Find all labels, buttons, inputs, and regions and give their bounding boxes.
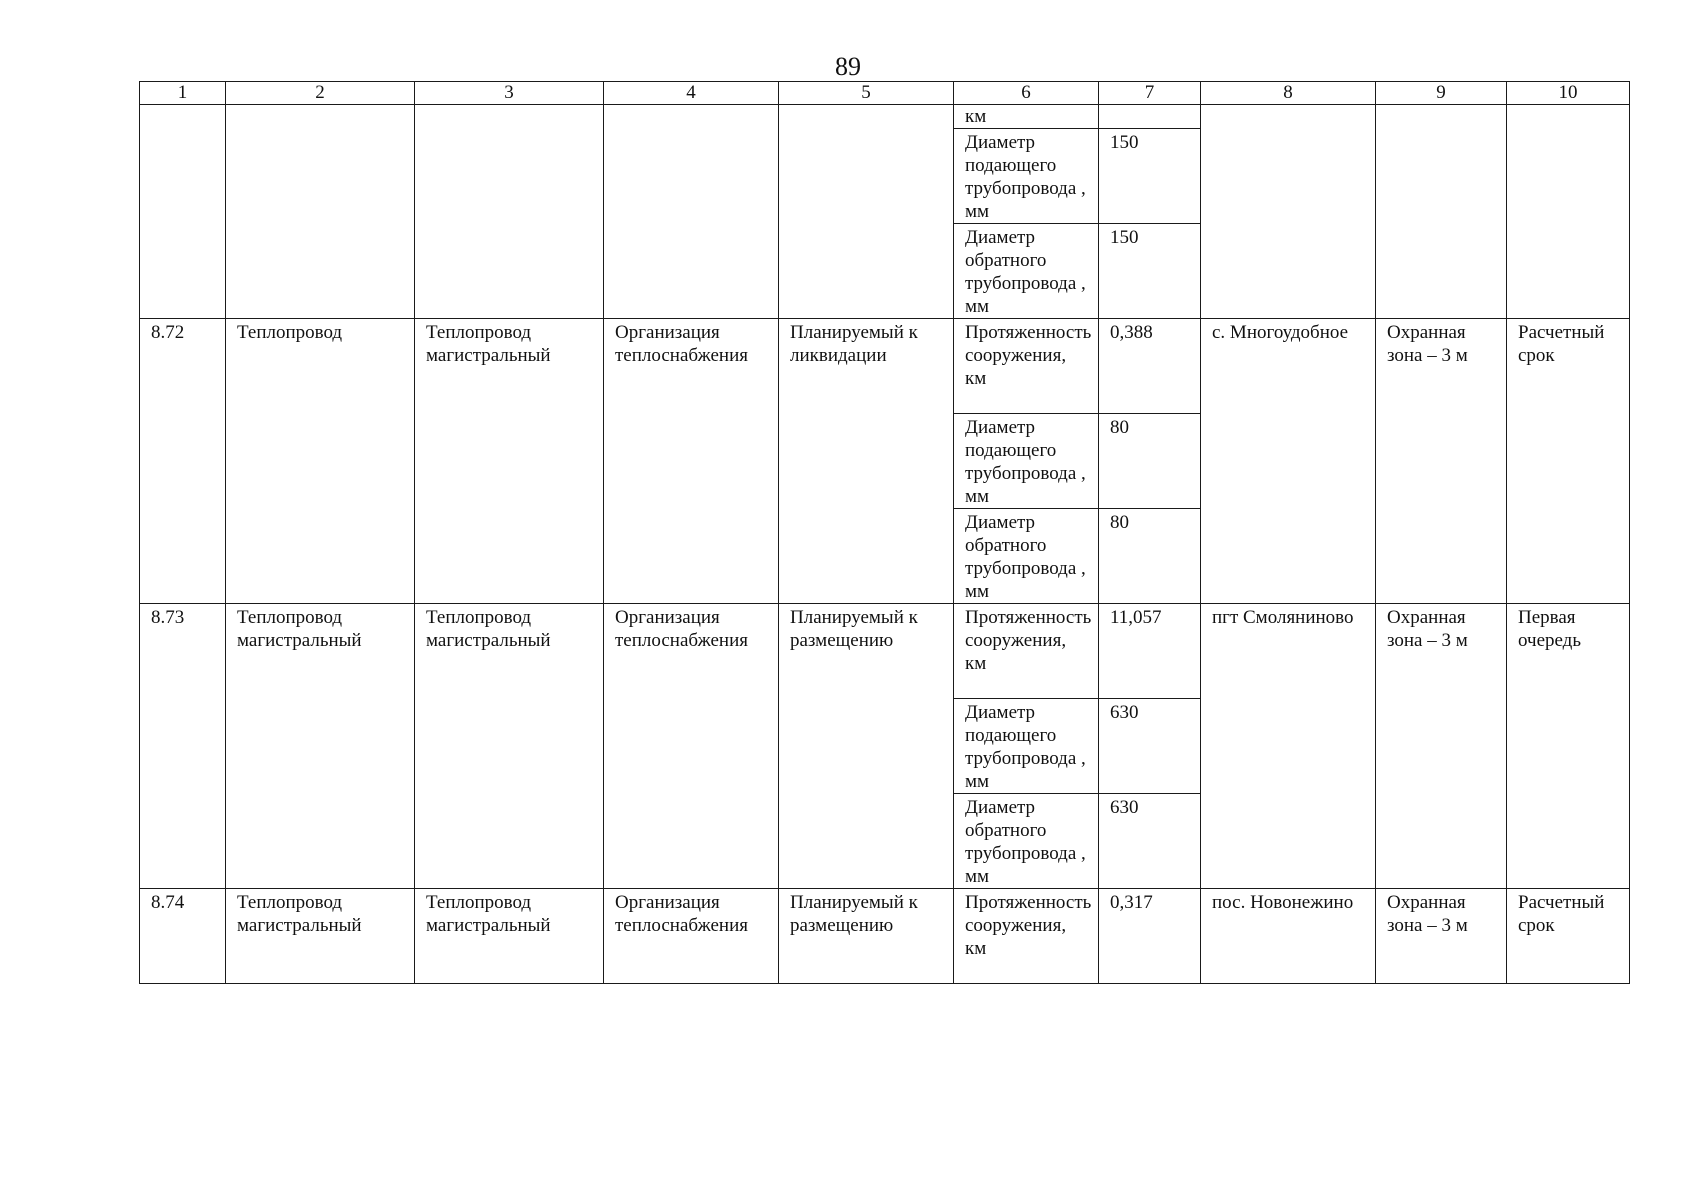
column-number: 4 <box>604 82 779 105</box>
object-name: Теплопровод <box>226 319 415 604</box>
cell-empty <box>1507 105 1630 319</box>
object-type: Теплопровод магистральный <box>415 604 604 889</box>
param-name: Диаметр обратного трубопровода , мм <box>954 224 1099 319</box>
object-zone: Охранная зона – 3 м <box>1376 889 1507 984</box>
cell-empty <box>226 105 415 319</box>
table-row <box>140 105 1630 129</box>
column-number: 8 <box>1201 82 1376 105</box>
object-term: Расчетный срок <box>1507 319 1630 604</box>
param-value: 0,388 <box>1099 319 1201 414</box>
param-value <box>1099 105 1201 129</box>
table-row <box>140 319 1630 414</box>
table-row <box>140 604 1630 699</box>
row-number: 8.73 <box>140 604 226 889</box>
param-value: 630 <box>1099 794 1201 889</box>
objects-table <box>139 81 1630 984</box>
object-purpose: Организация теплоснабжения <box>604 889 779 984</box>
object-location: пос. Новонежино <box>1201 889 1376 984</box>
param-name: Диаметр подающего трубопровода , мм <box>954 414 1099 509</box>
cell-empty <box>779 105 954 319</box>
param-value: 80 <box>1099 509 1201 604</box>
table-row <box>140 889 1630 984</box>
param-name: Протяженность сооружения, км <box>954 604 1099 699</box>
object-zone: Охранная зона – 3 м <box>1376 604 1507 889</box>
object-location: пгт Смоляниново <box>1201 604 1376 889</box>
object-type: Теплопровод магистральный <box>415 889 604 984</box>
object-zone: Охранная зона – 3 м <box>1376 319 1507 604</box>
object-type: Теплопровод магистральный <box>415 319 604 604</box>
cell-empty <box>1201 105 1376 319</box>
param-value: 80 <box>1099 414 1201 509</box>
column-number: 9 <box>1376 82 1507 105</box>
column-number: 5 <box>779 82 954 105</box>
column-number: 10 <box>1507 82 1630 105</box>
param-value: 11,057 <box>1099 604 1201 699</box>
param-value: 0,317 <box>1099 889 1201 984</box>
column-number: 7 <box>1099 82 1201 105</box>
object-name: Теплопровод магистральный <box>226 889 415 984</box>
object-purpose: Организация теплоснабжения <box>604 319 779 604</box>
row-number: 8.72 <box>140 319 226 604</box>
param-name: Протяженность сооружения, км <box>954 889 1099 984</box>
column-number: 2 <box>226 82 415 105</box>
object-term: Расчетный срок <box>1507 889 1630 984</box>
param-name: Диаметр обратного трубопровода , мм <box>954 509 1099 604</box>
row-number: 8.74 <box>140 889 226 984</box>
object-status: Планируемый к размещению <box>779 889 954 984</box>
column-number-row <box>140 82 1630 105</box>
object-status: Планируемый к размещению <box>779 604 954 889</box>
cell-empty <box>1376 105 1507 319</box>
object-status: Планируемый к ликвидации <box>779 319 954 604</box>
param-name: Диаметр обратного трубопровода , мм <box>954 794 1099 889</box>
column-number: 1 <box>140 82 226 105</box>
column-number: 6 <box>954 82 1099 105</box>
object-location: с. Многоудобное <box>1201 319 1376 604</box>
object-term: Первая очередь <box>1507 604 1630 889</box>
param-value: 630 <box>1099 699 1201 794</box>
param-value: 150 <box>1099 224 1201 319</box>
param-name: Протяженность сооружения, км <box>954 319 1099 414</box>
param-value: 150 <box>1099 129 1201 224</box>
param-name: Диаметр подающего трубопровода , мм <box>954 699 1099 794</box>
object-name: Теплопровод магистральный <box>226 604 415 889</box>
page-number: 89 <box>835 52 861 81</box>
cell-empty <box>415 105 604 319</box>
cell-empty <box>140 105 226 319</box>
object-purpose: Организация теплоснабжения <box>604 604 779 889</box>
column-number: 3 <box>415 82 604 105</box>
cell-empty <box>604 105 779 319</box>
param-name: Диаметр подающего трубопровода , мм <box>954 129 1099 224</box>
param-name: км <box>954 105 1099 129</box>
